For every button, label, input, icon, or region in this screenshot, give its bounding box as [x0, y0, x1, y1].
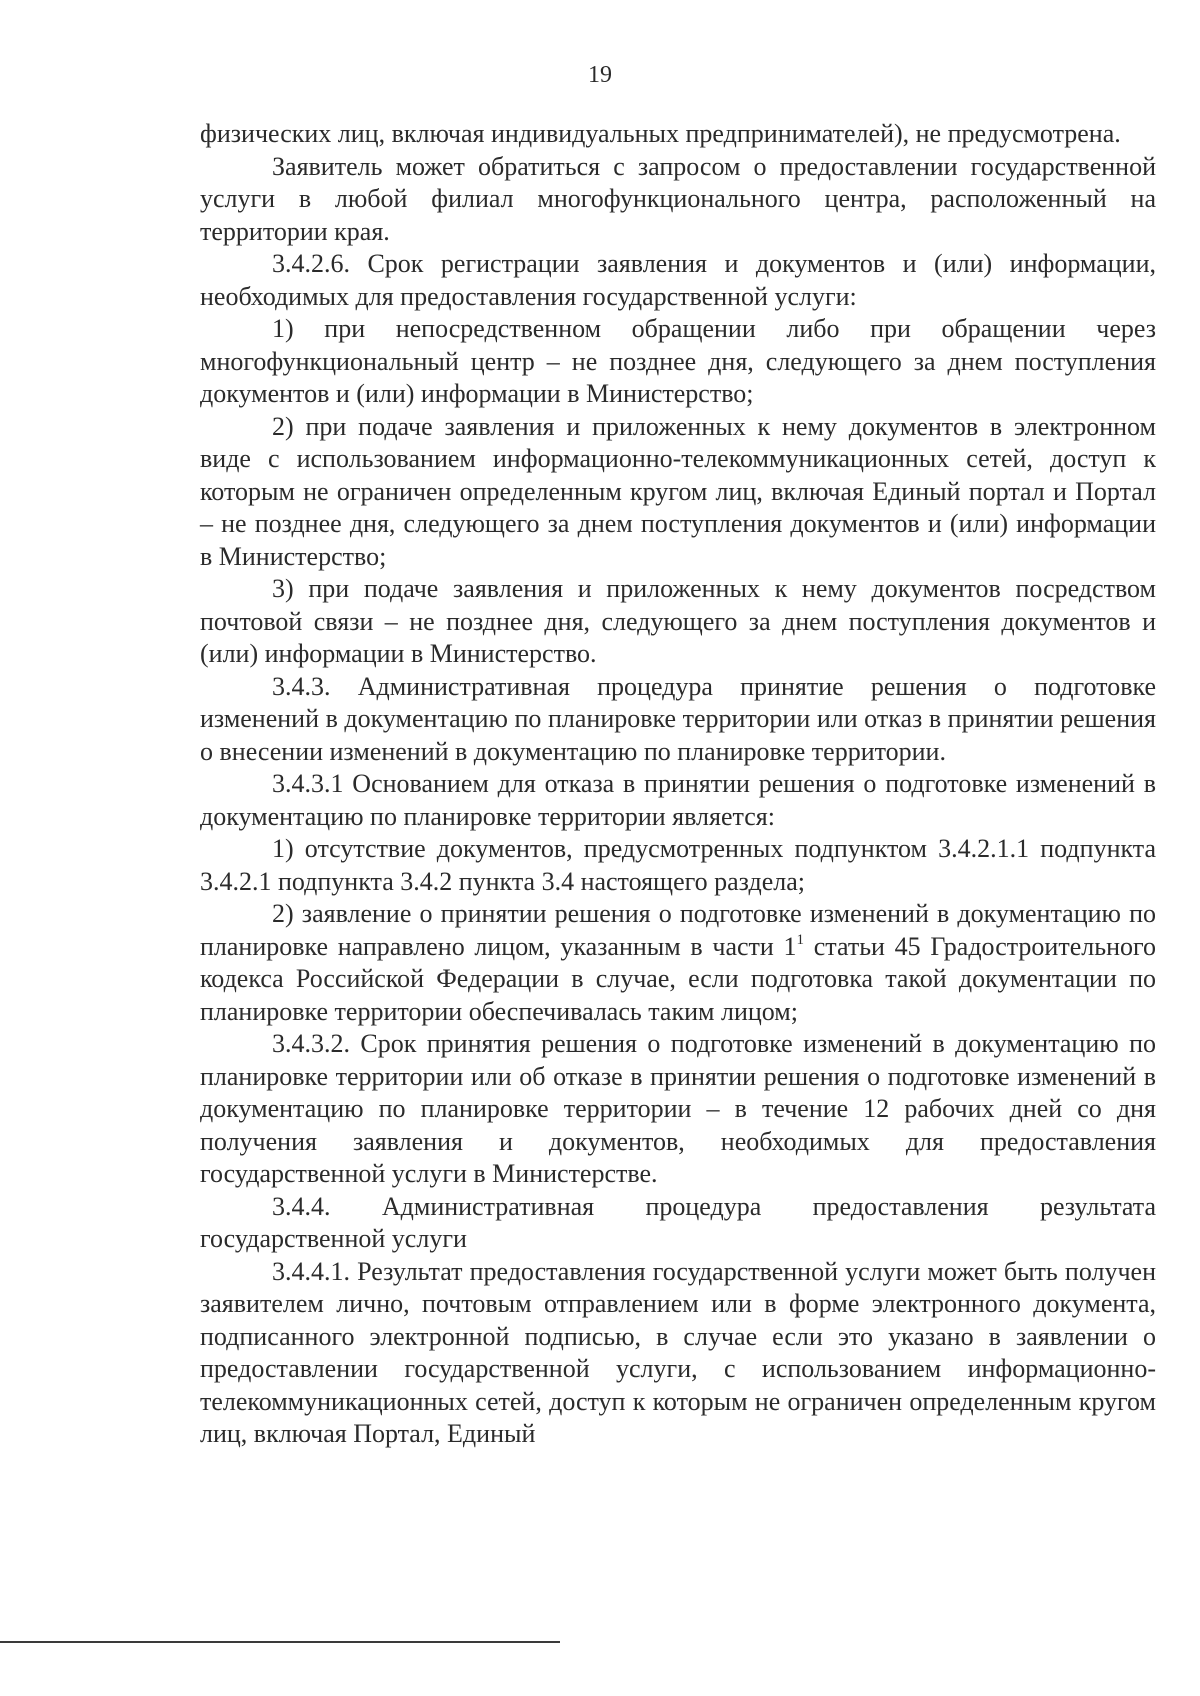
- list-item-refusal-2: [200, 898, 1156, 1028]
- page-number: 19: [588, 62, 612, 88]
- list-item-registration-2: 2) при подаче заявления и приложенных к нему документов в электронном виде с использованием информационно-телекоммуникационных сетей, доступ к которым не ограничен определенным кругом лиц, включая Единый портал и Портал – не позднее дня, следующего за днем поступления документов и (или) информации в Министерство;: [200, 411, 1156, 571]
- paragraph-3-4-3-2: 3.4.3.2. Срок принятия решения о подготовке изменений в документацию по планировке территории или об отказе в принятии решения о подготовке изменений в документацию по планировке территории – в течение 12 рабочих дней со дня получения заявления и документов, необходимых для предоставления государственной услуги в Министерстве.: [200, 1029, 1156, 1188]
- footnote-separator-line: [0, 1641, 560, 1643]
- document-body: [200, 118, 1156, 1451]
- paragraph-continuation: физических лиц, включая индивидуальных предпринимателей), не предусмотрена.: [200, 119, 1121, 148]
- list-item-refusal-2-text-b: статьи 45 Градостроительного кодекса Российской Федерации в случае, если подготовка такой документации по планировке территории обеспечивалась таким лицом;: [200, 931, 1156, 1026]
- paragraph-applicant-branch: Заявитель может обратиться с запросом о предоставлении государственной услуги в любой филиал многофункционального центра, расположенный на территории края.: [200, 151, 1156, 246]
- paragraph-3-4-4: 3.4.4. Административная процедура предоставления результата государственной услуги: [200, 1191, 1156, 1253]
- paragraph-3-4-3-1: 3.4.3.1 Основанием для отказа в принятии решения о подготовке изменений в документацию по планировке территории является:: [200, 769, 1156, 831]
- list-item-registration-3: 3) при подаче заявления и приложенных к нему документов посредством почтовой связи – не позднее дня, следующего за днем поступления документов и (или) информации в Министерство.: [200, 574, 1156, 668]
- paragraph-3-4-4-1: 3.4.4.1. Результат предоставления государственной услуги может быть получен заявителем лично, почтовым отправлением или в форме электронного документа, подписанного электронной подписью, в случае если это указано в заявлении о предоставлении государственной услуги, с использованием информационно-телекоммуникационных сетей, доступ к которым не ограничен определенным кругом лиц, включая Портал, Единый: [200, 1256, 1156, 1448]
- list-item-refusal-2-text-a: 2) заявление о принятии решения о подготовке изменений в документацию по планировке направлено лицом, указанным в части 1: [200, 899, 1156, 961]
- list-item-refusal-1: 1) отсутствие документов, предусмотренных подпунктом 3.4.2.1.1 подпункта 3.4.2.1 подпункта 3.4.2 пункта 3.4 настоящего раздела;: [200, 834, 1156, 896]
- paragraph-3-4-2-6: 3.4.2.6. Срок регистрации заявления и документов и (или) информации, необходимых для предоставления государственной услуги:: [200, 249, 1156, 311]
- paragraph-3-4-3: 3.4.3. Административная процедура принятие решения о подготовке изменений в документацию по планировке территории или отказ в принятии решения о внесении изменений в документацию по планировке территории.: [200, 671, 1156, 766]
- superscript-part-number: 1: [796, 931, 805, 948]
- list-item-registration-1: 1) при непосредственном обращении либо при обращении через многофункциональный центр – не позднее дня, следующего за днем поступления документов и (или) информации в Министерство;: [200, 314, 1156, 408]
